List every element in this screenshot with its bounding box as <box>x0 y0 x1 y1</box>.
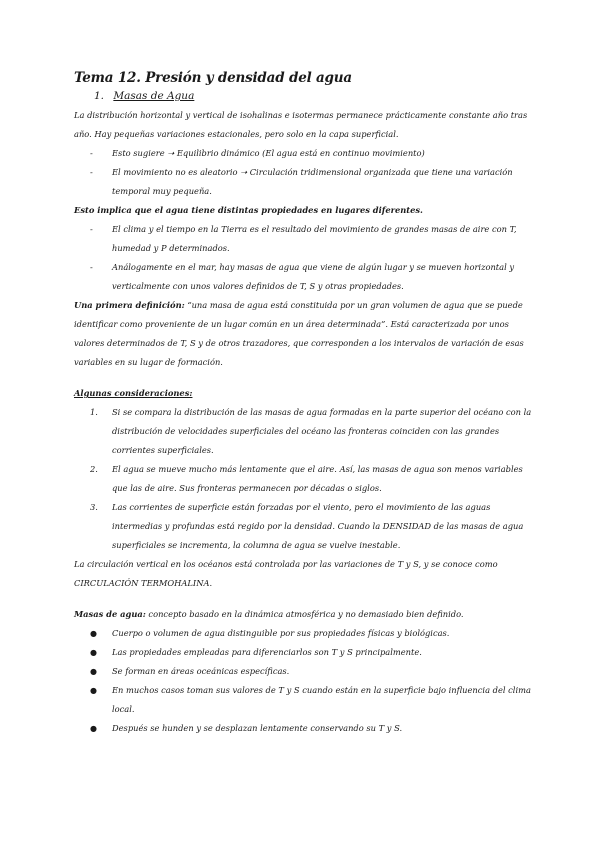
item-text: Si se compara la distribución de las masas de agua formadas en la parte superior del océano con la distribución de velocidades superficiales del océano las fronteras coinciden con las grandes corrientes superficiales. <box>112 407 532 455</box>
page-title: Tema 12. Presión y densidad del agua <box>74 70 352 86</box>
document-page <box>74 70 534 738</box>
list-item: - El clima y el tiempo en la Tierra es el resultado del movimiento de grandes masas de aire con T, humedad y P determinados. <box>90 220 534 258</box>
dash-list-1 <box>74 144 534 201</box>
definition-label: Una primera definición: <box>74 300 185 310</box>
implica-paragraph: Esto implica que el agua tiene distintas propiedades en lugares diferentes. <box>74 205 423 215</box>
considerations-title: Algunas consideraciones: <box>74 388 193 398</box>
circulation-paragraph <box>74 555 534 593</box>
circulation-text: La circulación vertical en los océanos está controlada por las variaciones de T y S, y se conoce como <box>74 559 498 569</box>
item-number: 1. <box>90 407 98 417</box>
item-text: Las corrientes de superficie están forzadas por el viento, pero el movimiento de las aguas intermedias y profundas está regido por la densidad. Cuando la DENSIDAD de las masas de agua superficiales se incrementa, la columna de agua se vuelve inestable. <box>112 502 524 550</box>
section-label: Masas de Agua <box>113 90 195 102</box>
list-item: ● Las propiedades empleadas para diferenciarlos son T y S principalmente. <box>90 643 534 662</box>
item-number: 3. <box>90 502 98 512</box>
list-item <box>90 460 534 498</box>
list-item: - Esto sugiere ➝ Equilibrio dinámico (El agua está en continuo movimiento) <box>90 144 534 163</box>
list-item <box>90 403 534 460</box>
list-item: ● En muchos casos toman sus valores de T y S cuando están en la superficie bajo influencia del clima local. <box>90 681 534 719</box>
list-item: - El movimiento no es aleatorio ➝ Circulación tridimensional organizada que tiene una variación temporal muy pequeña. <box>90 163 534 201</box>
circulation-term: CIRCULACIÓN TERMOHALINA. <box>74 578 213 588</box>
item-text: El agua se mueve mucho más lentamente que el aire. Así, las masas de agua son menos variables que las de aire. Sus fronteras permanecen por décadas o siglos. <box>112 464 523 493</box>
considerations-list <box>74 403 534 555</box>
masses-paragraph <box>74 605 534 624</box>
list-item <box>90 498 534 555</box>
section-number: 1. <box>94 90 105 102</box>
definition-text: “una masa de agua está constituida por un gran volumen de agua que se puede identificar como proveniente de un lugar común en un área determinada”. Está caracterizada por unos valores determinados de T, S y de otros trazadores, que corresponden a los intervalos de variación de esas variables en su lugar de formación. <box>74 300 524 367</box>
list-item: ● Se forman en áreas oceánicas específicas. <box>90 662 534 681</box>
item-number: 2. <box>90 464 98 474</box>
bullet-list <box>74 624 534 738</box>
masses-label: Masas de agua: <box>74 609 146 619</box>
list-item: ● Después se hunden y se desplazan lentamente conservando su T y S. <box>90 719 534 738</box>
definition-paragraph <box>74 296 534 372</box>
dash-list-2 <box>74 220 534 296</box>
list-item: ● Cuerpo o volumen de agua distinguible por sus propiedades físicas y biológicas. <box>90 624 534 643</box>
section-heading <box>74 90 534 102</box>
intro-paragraph: La distribución horizontal y vertical de isohalinas e isotermas permanece prácticamente constante año tras año. Hay pequeñas variaciones estacionales, pero solo en la capa superficial. <box>74 110 528 139</box>
masses-text: concepto basado en la dinámica atmosférica y no demasiado bien definido. <box>145 609 464 619</box>
list-item: - Análogamente en el mar, hay masas de agua que viene de algún lugar y se mueven horizontal y verticalmente con unos valores definidos de T, S y otras propiedades. <box>90 258 534 296</box>
